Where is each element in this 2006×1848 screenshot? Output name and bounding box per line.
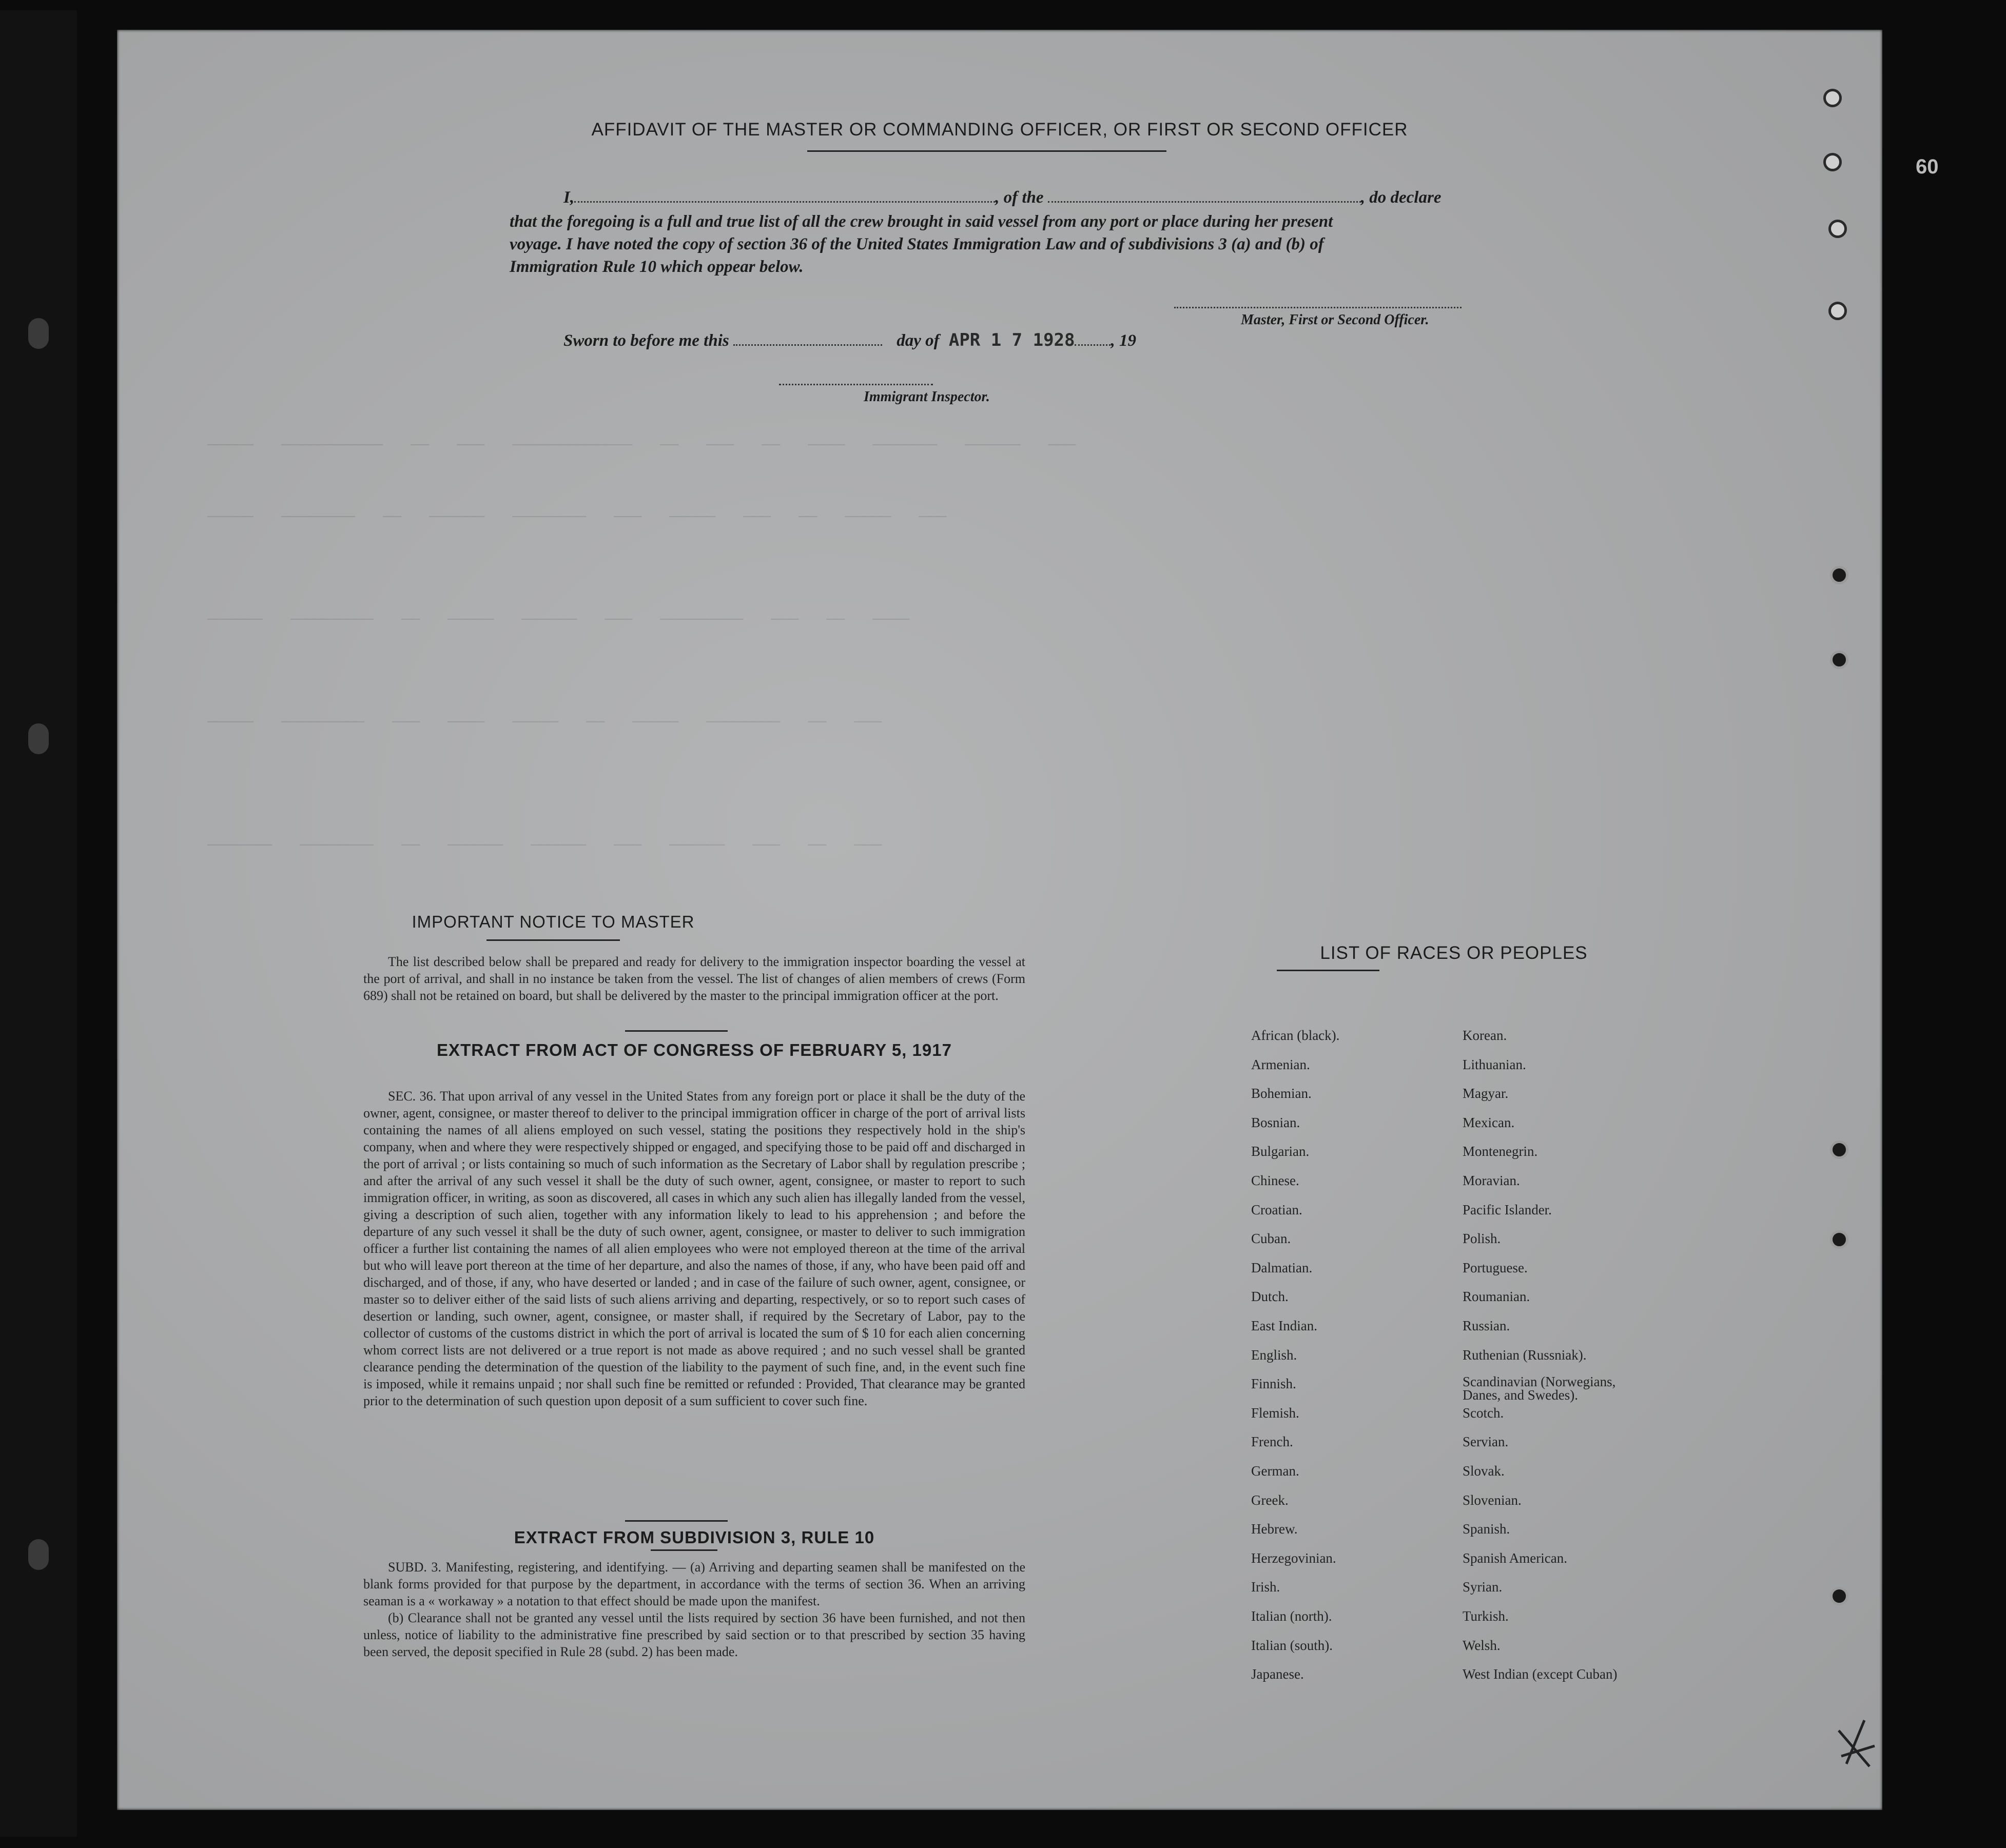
- declaration-line-2: that the foregoing is a full and true list of all the crew brought in said vessel from any port or place during her present: [510, 212, 1333, 231]
- race-item: Pacific Islander.: [1463, 1202, 1552, 1217]
- affidavit-title: AFFIDAVIT OF THE MASTER OR COMMANDING OFFICER, OR FIRST OR SECOND OFFICER: [591, 120, 1408, 140]
- race-item: Cuban.: [1251, 1231, 1291, 1247]
- inspector-signature-line: [779, 384, 933, 385]
- race-item: Slovak.: [1463, 1463, 1505, 1479]
- race-item: Spanish.: [1463, 1521, 1510, 1537]
- day-blank: [733, 344, 882, 346]
- month-blank: [1075, 344, 1111, 346]
- race-item: Korean.: [1463, 1028, 1507, 1043]
- race-item: Hebrew.: [1251, 1521, 1298, 1537]
- sworn-line: [563, 330, 1136, 350]
- race-item: Dutch.: [1251, 1289, 1289, 1305]
- declaration-declare: , do declare: [1360, 188, 1442, 207]
- race-item: Bulgarian.: [1251, 1144, 1310, 1159]
- race-item: Scotch.: [1463, 1405, 1504, 1421]
- binding-hole: [28, 1539, 49, 1570]
- vessel-blank: [1048, 201, 1361, 203]
- master-signature-line: [1174, 307, 1462, 308]
- races-rule: [1277, 970, 1379, 971]
- left-margin-strip: [0, 10, 77, 1837]
- notice-title: IMPORTANT NOTICE TO MASTER: [412, 912, 695, 931]
- name-blank: [574, 201, 995, 203]
- notice-rule: [486, 939, 620, 941]
- race-item: French.: [1251, 1434, 1293, 1450]
- race-item: Portuguese.: [1463, 1260, 1528, 1275]
- race-item: Moravian.: [1463, 1173, 1520, 1188]
- binding-hole: [28, 723, 49, 754]
- race-item: Dalmatian.: [1251, 1260, 1313, 1275]
- punch-hole: [1828, 302, 1847, 320]
- race-item: East Indian.: [1251, 1318, 1317, 1333]
- race-item: Spanish American.: [1463, 1550, 1567, 1566]
- race-item: Scandinavian (Norwegians, Danes, and Swedes).: [1463, 1374, 1616, 1403]
- punch-hole: [1823, 153, 1842, 171]
- race-item: Ruthenian (Russniak).: [1463, 1347, 1587, 1363]
- punch-hole: [1828, 220, 1847, 238]
- extract-end-rule: [625, 1520, 728, 1522]
- declaration-of-the: , of the: [995, 188, 1044, 207]
- date-stamp: APR 1 7 1928: [948, 330, 1075, 350]
- punch-hole: [1830, 1230, 1848, 1249]
- bleed-through-text: ───── ───────── ─── ──── ───── ── ───── ──────── ── ───: [207, 714, 882, 732]
- subdivision-b-paragraph: (b) Clearance shall not be granted any vessel until the lists required by section 36 have been furnished, and not then unless, notice of liability to the administrative fine prescribed by said section or to that prescribed by section 35 having been served, the deposit specified in Rule 28 (subd. 2) has been made.: [363, 1610, 1025, 1659]
- race-item: Mexican.: [1463, 1114, 1515, 1130]
- page-number: 60: [1916, 155, 1939, 178]
- section-36-paragraph: SEC. 36. That upon arrival of any vessel in the United States from any foreign port or place it shall be the duty of the owner, agent, consignee, or master thereof to deliver to the principal immigration officer in charge of the port of arrival lists containing the names of all aliens employed on such vessel, stating the positions they respectively hold in the ship's company, when and where they were respectively shipped or engaged, and specifying those to be paid off and discharged in the port of arrival ; or lists containing so much of such information as the Secretary of Labor shall by regulation prescribe ; and after the arrival of any such vessel it shall be the duty of such owner, agent, consignee, or master to report to such immigration officer, in writing, as soon as discovered, all cases in which any such alien has illegally landed from the vessel, giving a description of such alien, together with any information likely to lead to his apprehension ; and before the departure of any such vessel it shall be the duty of such owner, agent, consignee, or master to deliver to such immigration officer a further list containing the names of all alien employees who were not employed thereon at the time of the arrival but who will leave port thereon at the time of her departure, and also the names of those, if any, who have been paid off and discharged, and of those, if any, who have deserted or landed ; and in case of the failure of such owner, agent, consignee, or master so to deliver either of the said lists of such aliens arriving and departing, respectively, or so to report such cases of desertion or landing, such owner, agent, consignee, or master shall, if required by the Secretary of Labor, pay to the collector of customs of the customs district in which the port of arrival is located the sum of $ 10 for each alien concerning whom correct lists are not delivered or a true report is not made as above required ; and no such vessel shall be granted clearance pending the determination of the question of the liability to the payment of such fine, and, in the event such fine is imposed, while it remains unpaid ; nor shall such fine be remitted or refunded : Provided, That clearance may be granted prior to the determination of such question upon deposit of a sum sufficient to cover such fine.: [363, 1089, 1025, 1408]
- declaration-i: I,: [563, 188, 575, 207]
- race-item: West Indian (except Cuban): [1463, 1666, 1618, 1682]
- bleed-through-text: ────── ───────── ── ───── ────── ─── ───────── ─── ── ────: [207, 612, 910, 629]
- race-item: Syrian.: [1463, 1579, 1503, 1595]
- extract-rule-rule: [651, 1549, 717, 1551]
- bleed-through-text: ───── ──────── ── ────── ──────── ─── ───── ─── ── ───── ───: [207, 509, 947, 526]
- race-item: Roumanian.: [1463, 1289, 1530, 1305]
- year-label: , 19: [1111, 331, 1136, 350]
- master-label: Master, First or Second Officer.: [1241, 312, 1429, 328]
- inspector-label: Immigrant Inspector.: [864, 389, 990, 405]
- extract-rule-text: [363, 1559, 1025, 1660]
- binding-hole: [28, 318, 49, 349]
- race-item: Japanese.: [1251, 1666, 1304, 1682]
- punch-hole: [1823, 89, 1842, 107]
- declaration-line-3: voyage. I have noted the copy of section 36 of the United States Immigration Law and of subdivisions 3 (a) and (b) of: [510, 235, 1324, 253]
- notice-end-rule: [625, 1030, 728, 1032]
- sworn-label: Sworn to before me this: [563, 331, 729, 350]
- notice-paragraph: The list described below shall be prepared and ready for delivery to the immigration inspector boarding the vessel at the port of arrival, and shall in no instance be taken from the vessel. The list of changes of alien members of crews (Form 689) shall not be retained on board, but shall be delivered by the master to the principal immigration officer at the port.: [363, 954, 1025, 1003]
- extract-act-text: [363, 1088, 1025, 1409]
- race-item: Slovenian.: [1463, 1492, 1522, 1508]
- race-item: Armenian.: [1251, 1056, 1310, 1072]
- punch-hole: [1830, 566, 1848, 584]
- race-item: Greek.: [1251, 1492, 1289, 1508]
- race-item: Bohemian.: [1251, 1086, 1312, 1102]
- race-item: Welsh.: [1463, 1637, 1501, 1653]
- check-mark-icon: [1834, 1715, 1880, 1772]
- race-item: Montenegrin.: [1463, 1144, 1538, 1159]
- race-item: Flemish.: [1251, 1405, 1299, 1421]
- extract-act-title: EXTRACT FROM ACT OF CONGRESS OF FEBRUARY 5, 1917: [437, 1040, 952, 1059]
- race-item: Polish.: [1463, 1231, 1501, 1247]
- race-item: Servian.: [1463, 1434, 1509, 1450]
- race-item: Bosnian.: [1251, 1114, 1300, 1130]
- races-title: LIST OF RACES OR PEOPLES: [1320, 943, 1588, 963]
- race-item: Russian.: [1463, 1318, 1510, 1333]
- day-of-label: day of: [897, 331, 940, 350]
- punch-hole: [1830, 651, 1848, 669]
- race-item: Irish.: [1251, 1579, 1280, 1595]
- race-item: Turkish.: [1463, 1608, 1509, 1624]
- race-item: Chinese.: [1251, 1173, 1299, 1188]
- race-item: Italian (north).: [1251, 1608, 1332, 1624]
- bleed-through-text: ─────── ──────── ── ────── ────── ─── ────── ─── ── ───: [207, 837, 882, 855]
- title-rule: [807, 150, 1166, 152]
- race-item: Croatian.: [1251, 1202, 1302, 1217]
- punch-hole: [1830, 1141, 1848, 1159]
- extract-rule-title: EXTRACT FROM SUBDIVISION 3, RULE 10: [514, 1528, 875, 1547]
- race-item: Finnish.: [1251, 1376, 1296, 1392]
- declaration-line-4: Immigration Rule 10 which oppear below.: [510, 258, 804, 276]
- race-item: African (black).: [1251, 1028, 1340, 1043]
- notice-text: [363, 953, 1025, 1004]
- bleed-through-text: ───── ─────────── ── ─── ───────────── ── ─── ── ──── ─────── ────── ───: [207, 437, 1076, 455]
- race-item: German.: [1251, 1463, 1299, 1479]
- manifest-sheet: [117, 30, 1939, 1810]
- race-item: Italian (south).: [1251, 1637, 1333, 1653]
- punch-hole: [1830, 1587, 1848, 1605]
- race-item: Lithuanian.: [1463, 1056, 1526, 1072]
- subdivision-a-paragraph: SUBD. 3. Manifesting, registering, and identifying. — (a) Arriving and departing seamen shall be manifested on the blank forms provided for that purpose by the department, in accordance with the terms of section 36. When an arriving seaman is a « workaway » a notation to that effect should be made upon the manifest.: [363, 1560, 1025, 1608]
- race-item: Magyar.: [1463, 1086, 1509, 1102]
- race-item: English.: [1251, 1347, 1297, 1363]
- race-item: Herzegovinian.: [1251, 1550, 1336, 1566]
- declaration-line-1: [563, 186, 1615, 209]
